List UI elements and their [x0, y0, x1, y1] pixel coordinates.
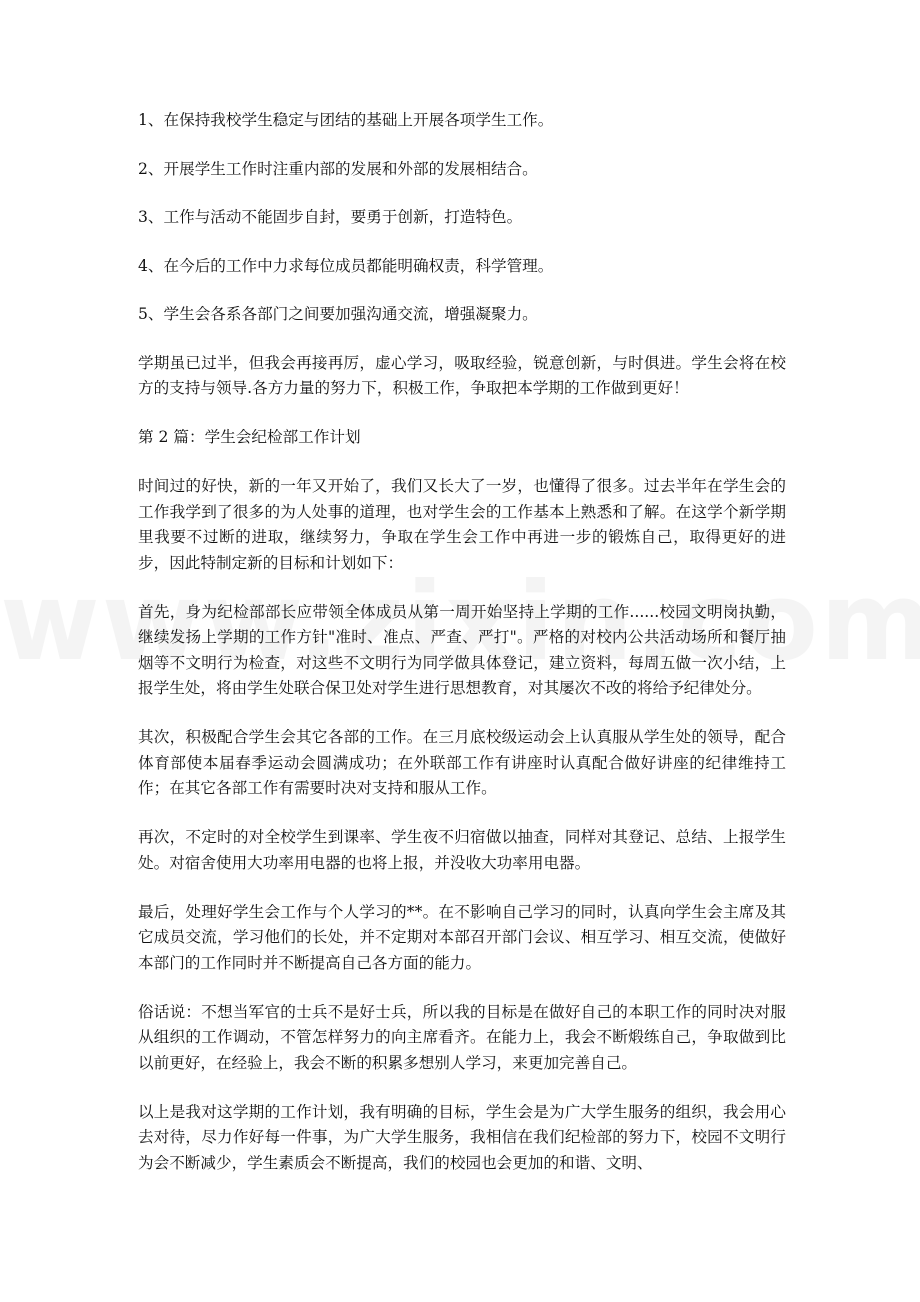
list-item-3: 3、工作与活动不能固步自封，要勇于创新，打造特色。 [138, 208, 523, 226]
list-item-4: 4、在今后的工作中力求每位成员都能明确权责，科学管理。 [138, 256, 554, 275]
paragraph-last: 最后，处理好学生会工作与个人学习的**。在不影响自己学习的同时，认真向学生会主席及其它成员交流，学习他们的长处，并不定期对本部召开部门会议、相互学习、相互交流，使做好本部门的工作同时并不断提高自己各方面的能力。 [138, 902, 786, 972]
paragraph-conclusion: 以上是我对这学期的工作计划，我有明确的目标，学生会是为广大学生服务的组织，我会用心去对待，尽力作好每一件事，为广大学生服务，我相信在我们纪检部的努力下，校园不文明行为会不断减少，学生素质会不断提高，我们的校园也会更加的和谐、文明、 [138, 1102, 786, 1172]
paragraph-intro: 时间过的好快，新的一年又开始了，我们又长大了一岁，也懂得了很多。过去半年在学生会的工作我学到了很多的为人处事的道理，也对学生会的工作基本上熟悉和了解。在这学个新学期里我要不过断的进取，继续努力，争取在学生会工作中再进一步的锻炼自己，取得更好的进步，因此特制定新的目标和计划如下： [138, 477, 786, 572]
paragraph-second: 其次，积极配合学生会其它各部的工作。在三月底校级运动会上认真服从学生处的领导，配合体育部使本届春季运动会圆满成功；在外联部工作有讲座时认真配合做好讲座的纪律维持工作；在其它各部工作有需要时决对支持和服从工作。 [138, 728, 786, 797]
closing-paragraph: 学期虽已过半，但我会再接再厉，虚心学习，吸取经验，锐意创新，与时俱进。学生会将在校方的支持与领导.各方力量的努力下，积极工作，争取把本学期的工作做到更好！ [138, 353, 786, 397]
section-heading: 第 2 篇：学生会纪检部工作计划 [138, 428, 361, 446]
list-item-5: 5、学生会各系各部门之间要加强沟通交流，增强凝聚力。 [138, 305, 538, 323]
paragraph-first: 首先，身为纪检部部长应带领全体成员从第一周开始坚持上学期的工作......校园文明岗执勤，继续发扬上学期的工作方针"准时、准点、严查、严打"。严格的对校内公共活动场所和餐厅抽烟等不文明行为检查，对这些不文明行为同学做具体登记，建立资料，每周五做一次小结，上报学生处，将由学生处联合保卫处对学生进行思想教育，对其屡次不改的将给予纪律处分。 [138, 602, 786, 697]
document-body [138, 108, 786, 1176]
paragraph-proverb: 俗话说：不想当军官的士兵不是好士兵，所以我的目标是在做好自己的本职工作的同时决对服从组织的工作调动，不管怎样努力的向主席看齐。在能力上，我会不断煅练自己，争取做到比以前更好，在经验上，我会不断的积累多想别人学习，来更加完善自己。 [138, 1002, 786, 1072]
list-item-2: 2、开展学生工作时注重内部的发展和外部的发展相结合。 [138, 159, 538, 178]
list-item-1: 1、在保持我校学生稳定与团结的基础上开展各项学生工作。 [138, 111, 554, 129]
paragraph-third: 再次，不定时的对全校学生到课率、学生夜不归宿做以抽查，同样对其登记、总结、上报学生处。对宿舍使用大功率用电器的也将上报，并没收大功率用电器。 [138, 828, 786, 872]
